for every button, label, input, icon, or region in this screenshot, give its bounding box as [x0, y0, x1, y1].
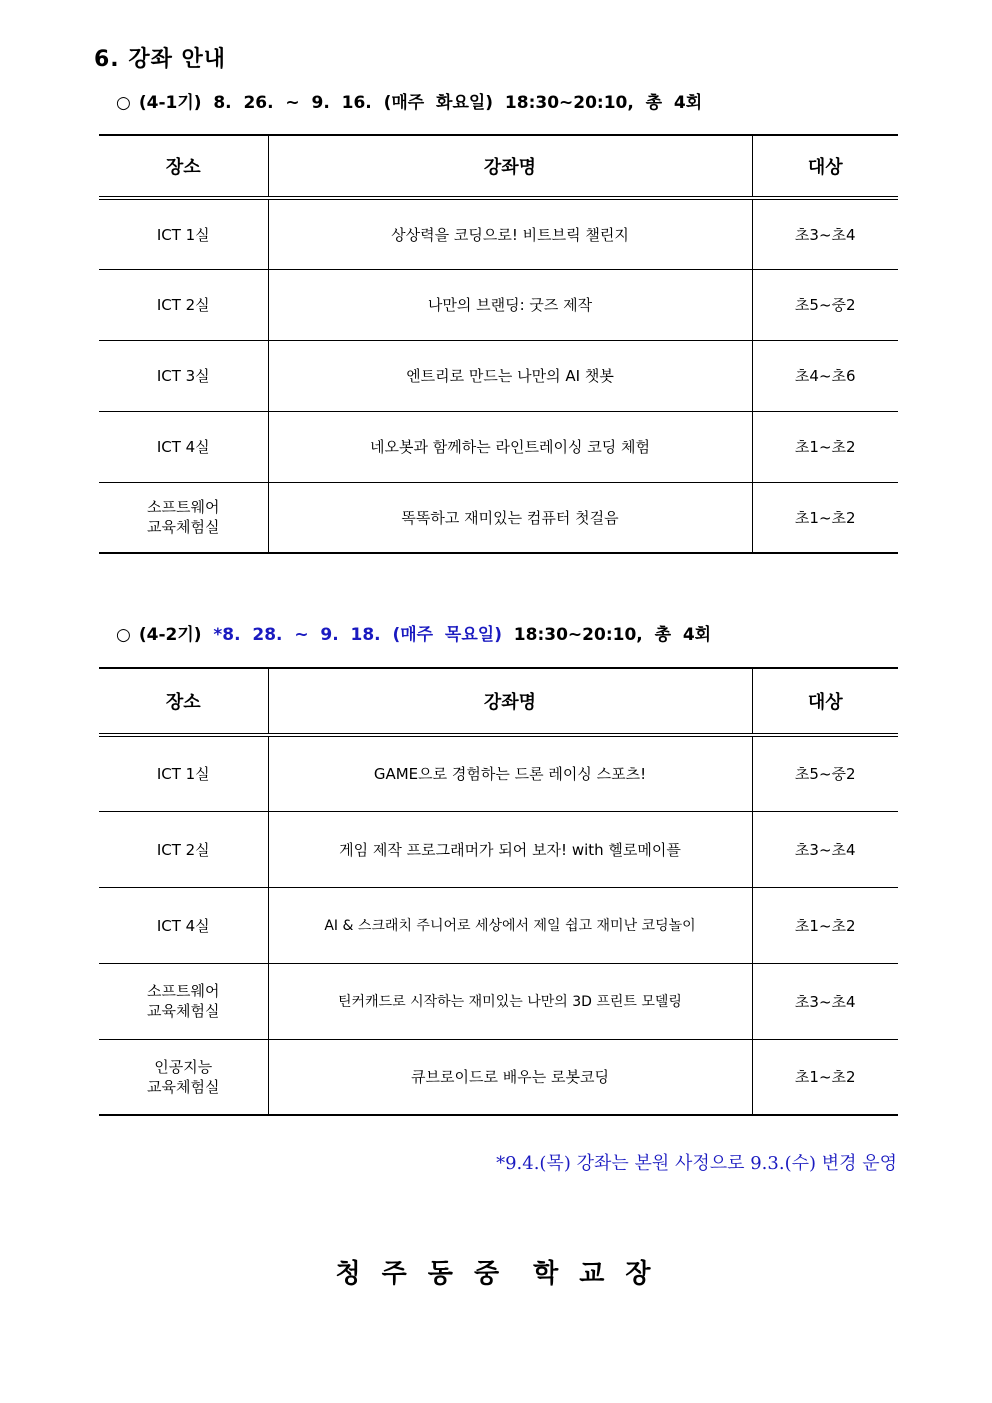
cell-target: 초5~중2	[752, 269, 898, 340]
cell-target: 초1~초2	[752, 887, 898, 963]
cell-place: 인공지능 교육체험실	[99, 1039, 268, 1115]
signature	[0, 1253, 992, 1290]
table-row	[99, 269, 898, 340]
cell-target: 초4~초6	[752, 340, 898, 411]
cell-place: ICT 1실	[99, 198, 268, 269]
table-row	[99, 482, 898, 553]
header-course: 강좌명	[268, 135, 752, 198]
cell-target: 초3~초4	[752, 963, 898, 1039]
cell-course: 네오봇과 함께하는 라인트레이싱 코딩 체험	[268, 411, 752, 482]
term2-heading	[116, 620, 711, 645]
cell-course: 게임 제작 프로그래머가 되어 보자! with 헬로메이플	[268, 811, 752, 887]
cell-target: 초3~초4	[752, 198, 898, 269]
cell-course: 상상력을 코딩으로! 비트브릭 챌린지	[268, 198, 752, 269]
table-row	[99, 963, 898, 1039]
table-row	[99, 340, 898, 411]
header-place: 장소	[99, 668, 268, 735]
table-header-row	[99, 668, 898, 735]
cell-place: 소프트웨어 교육체험실	[99, 963, 268, 1039]
header-target: 대상	[752, 668, 898, 735]
bullet-circle-icon: ○	[116, 93, 131, 113]
cell-target: 초1~초2	[752, 411, 898, 482]
cell-course: 큐브로이드로 배우는 로봇코딩	[268, 1039, 752, 1115]
cell-place: ICT 4실	[99, 887, 268, 963]
cell-course: AI & 스크래치 주니어로 세상에서 제일 쉽고 재미난 코딩놀이	[268, 887, 752, 963]
cell-course: 틴커캐드로 시작하는 재미있는 나만의 3D 프린트 모델링	[268, 963, 752, 1039]
cell-course: GAME으로 경험하는 드론 레이싱 스포츠!	[268, 735, 752, 811]
cell-target: 초3~초4	[752, 811, 898, 887]
cell-course: 나만의 브랜딩: 굿즈 제작	[268, 269, 752, 340]
cell-course: 똑똑하고 재미있는 컴퓨터 첫걸음	[268, 482, 752, 553]
term1-heading	[116, 88, 702, 113]
term2-text-suffix: 18:30~20:10, 총 4회	[501, 625, 712, 645]
signature-school: 청 주 동 중	[335, 1259, 506, 1289]
cell-place: 소프트웨어 교육체험실	[99, 482, 268, 553]
bullet-circle-icon: ○	[116, 625, 131, 645]
header-target: 대상	[752, 135, 898, 198]
term2-text-date: *8. 28. ~ 9. 18. (매주 목요일)	[213, 625, 502, 645]
cell-place: ICT 2실	[99, 269, 268, 340]
table-row	[99, 887, 898, 963]
table-header-row	[99, 135, 898, 198]
signature-title: 학 교 장	[533, 1259, 657, 1289]
section-title: 6. 강좌 안내	[94, 47, 226, 72]
schedule-change-note: *9.4.(목) 강좌는 본원 사정으로 9.3.(수) 변경 운영	[496, 1153, 897, 1174]
table-row	[99, 198, 898, 269]
cell-place: ICT 4실	[99, 411, 268, 482]
cell-target: 초1~초2	[752, 482, 898, 553]
cell-course: 엔트리로 만드는 나만의 AI 챗봇	[268, 340, 752, 411]
header-place: 장소	[99, 135, 268, 198]
cell-target: 초5~중2	[752, 735, 898, 811]
term2-text-prefix: (4-2기)	[138, 625, 214, 645]
header-course: 강좌명	[268, 668, 752, 735]
cell-place: ICT 1실	[99, 735, 268, 811]
table-row	[99, 411, 898, 482]
cell-place: ICT 2실	[99, 811, 268, 887]
term1-table	[99, 134, 898, 554]
term2-table	[99, 667, 898, 1116]
cell-place: ICT 3실	[99, 340, 268, 411]
table-row	[99, 735, 898, 811]
cell-target: 초1~초2	[752, 1039, 898, 1115]
term1-text: (4-1기) 8. 26. ~ 9. 16. (매주 화요일) 18:30~20:10, 총 4회	[138, 93, 703, 113]
table-row	[99, 811, 898, 887]
table-row	[99, 1039, 898, 1115]
